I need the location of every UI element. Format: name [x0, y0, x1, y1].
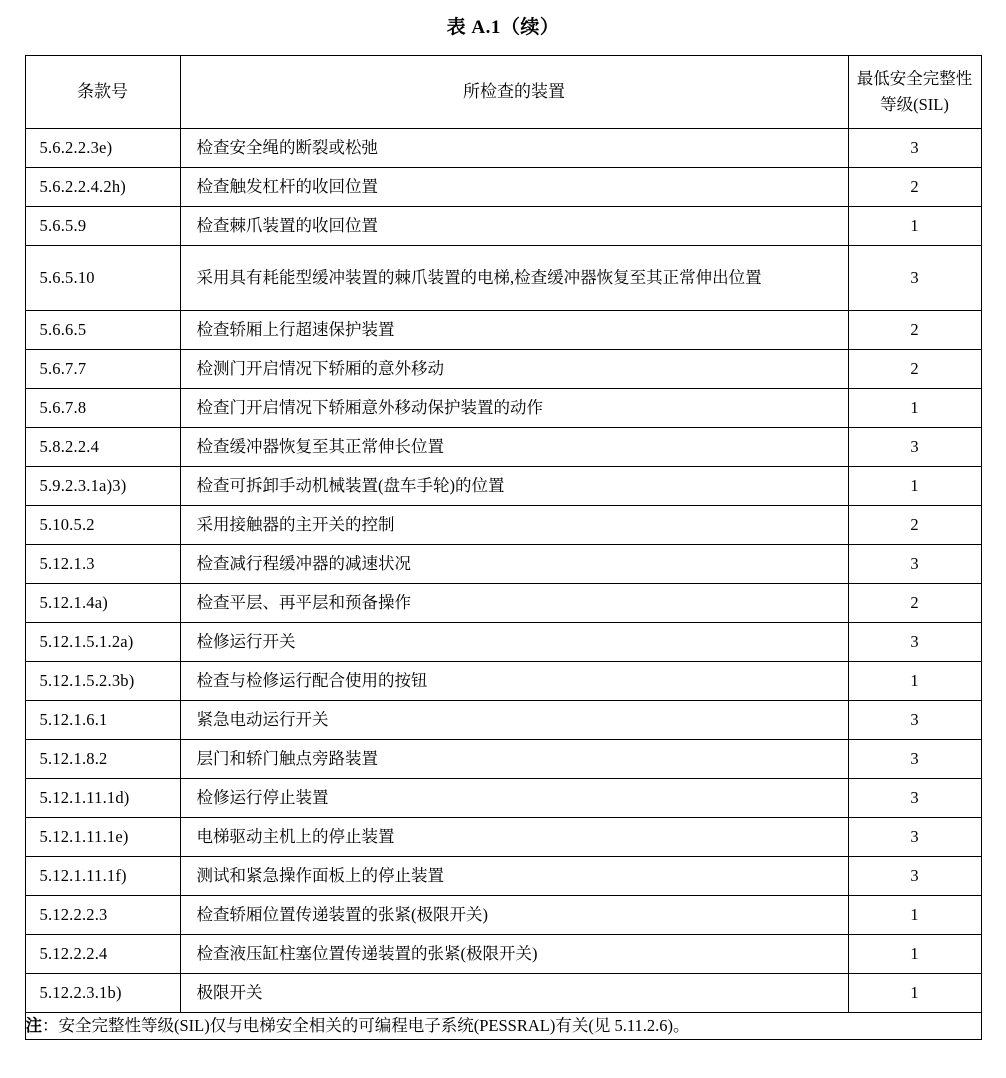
table-footer [25, 1013, 981, 1040]
cell-clause: 5.6.2.2.3e) [25, 129, 180, 168]
table-note-text: ：安全完整性等级(SIL)仅与电梯安全相关的可编程电子系统(PESSRAL)有关(见 5.11.2.6)。 [42, 1016, 690, 1035]
table-row [25, 974, 981, 1013]
table-row [25, 857, 981, 896]
cell-device: 检查可拆卸手动机械装置(盘车手轮)的位置 [180, 467, 848, 506]
table-row [25, 935, 981, 974]
cell-sil: 1 [848, 662, 981, 701]
column-header-device: 所检查的装置 [180, 56, 848, 129]
cell-device: 紧急电动运行开关 [180, 701, 848, 740]
table-note-row [25, 1013, 981, 1040]
table-body [25, 129, 981, 1013]
table-row [25, 623, 981, 662]
cell-sil: 1 [848, 974, 981, 1013]
table-row [25, 350, 981, 389]
table-row [25, 168, 981, 207]
page-title: 表 A.1（续） [446, 17, 560, 38]
cell-clause: 5.12.1.5.2.3b) [25, 662, 180, 701]
cell-clause: 5.12.1.5.1.2a) [25, 623, 180, 662]
cell-clause: 5.12.1.11.1d) [25, 779, 180, 818]
table-header-row [25, 56, 981, 129]
cell-clause: 5.12.1.6.1 [25, 701, 180, 740]
cell-sil: 1 [848, 896, 981, 935]
cell-device: 检查减行程缓冲器的减速状况 [180, 545, 848, 584]
table-row [25, 584, 981, 623]
cell-sil: 3 [848, 701, 981, 740]
cell-sil: 2 [848, 506, 981, 545]
table-row [25, 818, 981, 857]
table-row [25, 779, 981, 818]
cell-device: 检查棘爪装置的收回位置 [180, 207, 848, 246]
cell-clause: 5.12.1.4a) [25, 584, 180, 623]
cell-sil: 3 [848, 129, 981, 168]
cell-sil: 3 [848, 857, 981, 896]
table-row [25, 311, 981, 350]
cell-sil: 1 [848, 389, 981, 428]
cell-device: 检修运行开关 [180, 623, 848, 662]
cell-device: 检修运行停止装置 [180, 779, 848, 818]
cell-device: 检查液压缸柱塞位置传递装置的张紧(极限开关) [180, 935, 848, 974]
cell-device: 极限开关 [180, 974, 848, 1013]
cell-device: 检测门开启情况下轿厢的意外移动 [180, 350, 848, 389]
cell-sil: 2 [848, 584, 981, 623]
cell-device: 检查轿厢上行超速保护装置 [180, 311, 848, 350]
cell-sil: 3 [848, 545, 981, 584]
cell-device: 检查触发杠杆的收回位置 [180, 168, 848, 207]
cell-device: 检查安全绳的断裂或松弛 [180, 129, 848, 168]
cell-sil: 3 [848, 428, 981, 467]
cell-clause: 5.6.5.9 [25, 207, 180, 246]
table-row [25, 545, 981, 584]
cell-device: 测试和紧急操作面板上的停止装置 [180, 857, 848, 896]
cell-clause: 5.6.5.10 [25, 246, 180, 311]
cell-sil: 2 [848, 311, 981, 350]
cell-device: 检查门开启情况下轿厢意外移动保护装置的动作 [180, 389, 848, 428]
cell-clause: 5.6.2.2.4.2h) [25, 168, 180, 207]
cell-sil: 3 [848, 818, 981, 857]
cell-sil: 1 [848, 935, 981, 974]
cell-clause: 5.12.1.11.1f) [25, 857, 180, 896]
cell-sil: 3 [848, 623, 981, 662]
table-row [25, 129, 981, 168]
cell-clause: 5.6.6.5 [25, 311, 180, 350]
column-header-sil-line1: 最低安全完整性 [856, 69, 973, 89]
cell-clause: 5.12.2.2.4 [25, 935, 180, 974]
table-a1 [25, 55, 982, 1040]
cell-clause: 5.6.7.8 [25, 389, 180, 428]
cell-device: 检查缓冲器恢复至其正常伸长位置 [180, 428, 848, 467]
cell-sil: 2 [848, 168, 981, 207]
cell-clause: 5.6.7.7 [25, 350, 180, 389]
table-note [25, 1013, 981, 1040]
table-row [25, 896, 981, 935]
cell-clause: 5.9.2.3.1a)3) [25, 467, 180, 506]
cell-sil: 3 [848, 246, 981, 311]
cell-device: 检查平层、再平层和预备操作 [180, 584, 848, 623]
cell-clause: 5.12.2.2.3 [25, 896, 180, 935]
cell-device: 检查与检修运行配合使用的按钮 [180, 662, 848, 701]
table-row [25, 740, 981, 779]
table-row [25, 467, 981, 506]
cell-clause: 5.12.1.8.2 [25, 740, 180, 779]
cell-sil: 1 [848, 467, 981, 506]
cell-device: 层门和轿门触点旁路装置 [180, 740, 848, 779]
cell-device: 电梯驱动主机上的停止装置 [180, 818, 848, 857]
cell-device: 采用接触器的主开关的控制 [180, 506, 848, 545]
table-note-label: 注 [25, 1016, 42, 1035]
cell-device: 采用具有耗能型缓冲装置的棘爪装置的电梯,检查缓冲器恢复至其正常伸出位置 [180, 246, 848, 311]
table-row [25, 701, 981, 740]
cell-sil: 1 [848, 207, 981, 246]
column-header-sil-line2: 等级(SIL) [880, 95, 949, 114]
cell-clause: 5.8.2.2.4 [25, 428, 180, 467]
table-row [25, 506, 981, 545]
cell-device: 检查轿厢位置传递装置的张紧(极限开关) [180, 896, 848, 935]
cell-clause: 5.12.1.3 [25, 545, 180, 584]
table-row [25, 389, 981, 428]
table-row [25, 207, 981, 246]
cell-sil: 2 [848, 350, 981, 389]
cell-clause: 5.12.2.3.1b) [25, 974, 180, 1013]
table-row [25, 246, 981, 311]
cell-clause: 5.10.5.2 [25, 506, 180, 545]
cell-sil: 3 [848, 779, 981, 818]
column-header-sil [848, 56, 981, 129]
table-row [25, 428, 981, 467]
column-header-clause: 条款号 [25, 56, 180, 129]
cell-sil: 3 [848, 740, 981, 779]
table-row [25, 662, 981, 701]
table-header [25, 56, 981, 129]
cell-clause: 5.12.1.11.1e) [25, 818, 180, 857]
